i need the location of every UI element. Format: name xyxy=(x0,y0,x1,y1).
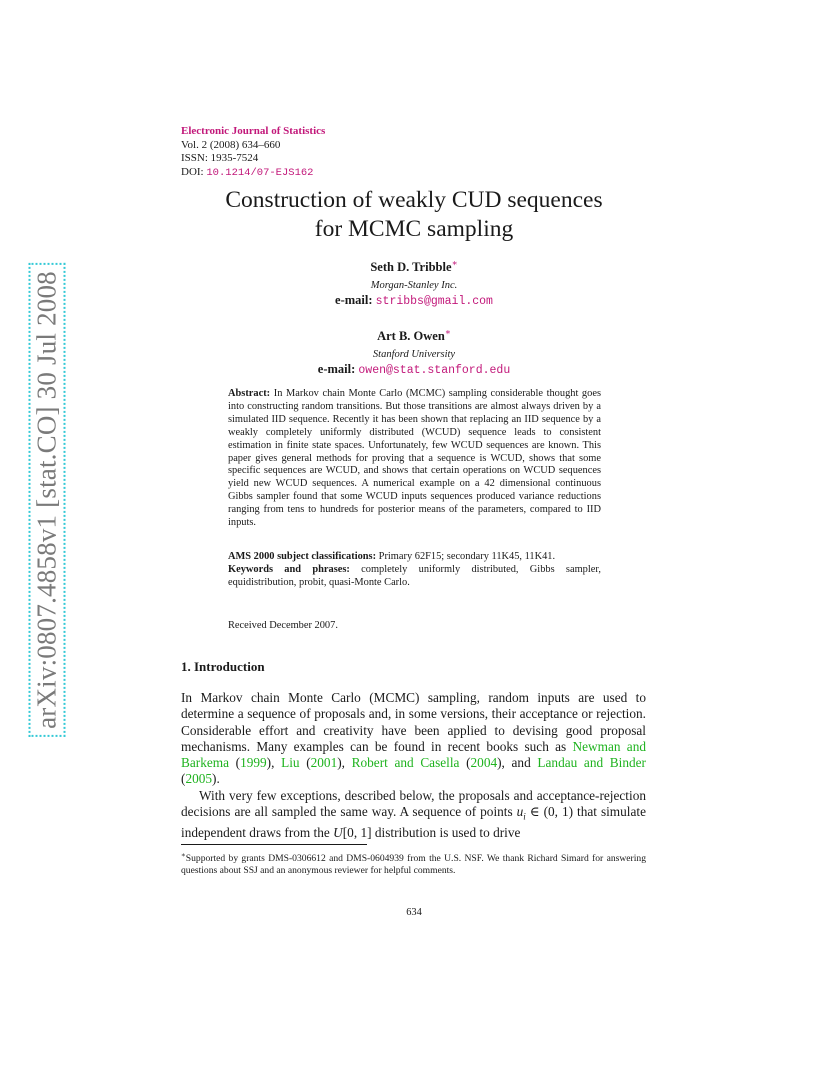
ams-text: Primary 62F15; secondary 11K45, 11K41. xyxy=(378,551,556,562)
ams-label: AMS 2000 subject classifications: xyxy=(228,551,377,562)
journal-doi xyxy=(181,166,325,181)
author-block-1 xyxy=(0,258,828,308)
paragraph-text: In Markov chain Monte Carlo (MCMC) sampling, random inputs are used to determine a sequence of proposals and, in some versions, their acceptance or rejection. Considerable effort and creativity have been applied to devising good proposal mechanisms. Many examples can be found in recent books such as xyxy=(181,690,646,754)
paragraph-text: With very few exceptions, described below, the proposals and acceptance-rejection decisions are all sampled the same way. A sequence of points xyxy=(181,787,646,820)
author-email-link[interactable]: owen@stat.stanford.edu xyxy=(358,364,511,377)
paragraph-text: distribution is used to drive xyxy=(374,825,521,841)
author-affiliation: Stanford University xyxy=(372,349,456,360)
author-email-line xyxy=(0,293,828,308)
paragraph-2 xyxy=(181,788,646,842)
title-line-2: for MCMC sampling xyxy=(314,216,514,242)
footnote xyxy=(181,849,646,877)
citation-year-link[interactable]: 1999 xyxy=(240,755,267,771)
ams-classifications xyxy=(228,551,601,564)
abstract-label: Abstract: xyxy=(228,388,271,399)
author-block-2 xyxy=(0,327,828,377)
journal-header xyxy=(181,125,325,180)
math-subscript: i xyxy=(523,811,526,822)
paragraph-1: In Markov chain Monte Carlo (MCMC) sampling, random inputs are used to determine a sequence of proposals and, in some versions, their acceptance or rejection. Considerable effort and creativity have been applied to devising good proposal mechanisms. Many examples can be found in recent books such as Newman and Barkema (1999), Liu (2001), Robert and Casella (2004), and Landau and Binder (2005). xyxy=(181,690,646,787)
author-email-line xyxy=(0,362,828,377)
math-expression: ∈ (0, 1) xyxy=(525,804,574,820)
citation-year-link[interactable]: 2001 xyxy=(310,755,338,771)
title-line-1: Construction of weakly CUD sequences xyxy=(225,187,603,213)
math-variable: u xyxy=(516,804,524,820)
author-name: Seth D. Tribble xyxy=(370,260,452,274)
keywords-label: Keywords and phrases: xyxy=(228,563,350,575)
arxiv-identifier-stamp[interactable]: arXiv:0807.4858v1 [stat.CO] 30 Jul 2008 xyxy=(29,263,66,737)
journal-volume: Vol. 2 (2008) 634–660 xyxy=(181,138,281,151)
paper-title xyxy=(0,186,828,244)
math-variable: U xyxy=(333,825,343,841)
journal-issn: ISSN: 1935-7524 xyxy=(181,152,259,165)
footnote-marker-link[interactable]: ∗ xyxy=(444,327,451,337)
doi-label: DOI: xyxy=(181,165,204,178)
email-label: e-mail: xyxy=(317,362,356,376)
page-number: 634 xyxy=(406,907,422,918)
doi-link[interactable]: 10.1214/07-EJS162 xyxy=(206,166,314,179)
paragraph-text: that simulate independent draws from the xyxy=(181,804,646,841)
author-name: Art B. Owen xyxy=(377,329,445,343)
footnote-marker: ∗ xyxy=(181,851,186,859)
citation-link[interactable]: Liu xyxy=(281,755,300,771)
keywords-text: completely uniformly distributed, Gibbs sampler, equidistribution, probit, quasi-Monte Carlo. xyxy=(228,563,601,588)
received-date: Received December 2007. xyxy=(228,620,338,631)
author-affiliation: Morgan-Stanley Inc. xyxy=(370,280,458,291)
body-text xyxy=(181,690,646,841)
author-email-link[interactable]: stribbs@gmail.com xyxy=(375,295,493,308)
classification-block xyxy=(228,551,601,590)
citation-year-link[interactable]: 2004 xyxy=(470,755,498,771)
math-expression: [0, 1] xyxy=(342,825,372,841)
citation-link[interactable]: Robert and Casella xyxy=(351,755,460,771)
footnote-text: Supported by grants DMS-0306612 and DMS-0604939 from the U.S. NSF. We thank Richard Simard for answering questions about SSJ and an anonymous reviewer for helpful comments. xyxy=(181,853,646,877)
citation-link[interactable]: Landau and Binder xyxy=(537,755,646,771)
email-label: e-mail: xyxy=(335,293,373,307)
journal-name-link[interactable]: Electronic Journal of Statistics xyxy=(181,125,326,137)
abstract xyxy=(228,388,601,530)
citation-link[interactable]: Newman and Barkema xyxy=(181,738,646,771)
footnote-marker-link[interactable]: ∗ xyxy=(451,258,458,268)
footnote-divider xyxy=(181,844,367,845)
abstract-text: In Markov chain Monte Carlo (MCMC) sampling considerable thought goes into constructing random transitions. But those transitions are almost always driven by a simulated IID sequence. Recently it has been shown that replacing an IID sequence by a weakly completely uniformly distributed (WCUD) sequence leads to consistent estimation in finite state spaces. Unfortunately, few WCUD sequences are known. This paper gives general methods for proving that a sequence is WCUD, shows that some specific sequences are WCUD, and shows that certain operations on WCUD sequences yield new WCUD sequences. A numerical example on a 42 dimensional continuous Gibbs sampler found that some WCUD inputs sequences produced variance reductions ranging from tens to hundreds for posterior means of the parameters, compared to IID inputs. xyxy=(228,388,601,529)
section-heading: 1. Introduction xyxy=(181,659,265,674)
conjunction-text: and xyxy=(511,755,531,771)
citation-year-link[interactable]: 2005 xyxy=(185,771,213,787)
keywords xyxy=(228,564,601,590)
